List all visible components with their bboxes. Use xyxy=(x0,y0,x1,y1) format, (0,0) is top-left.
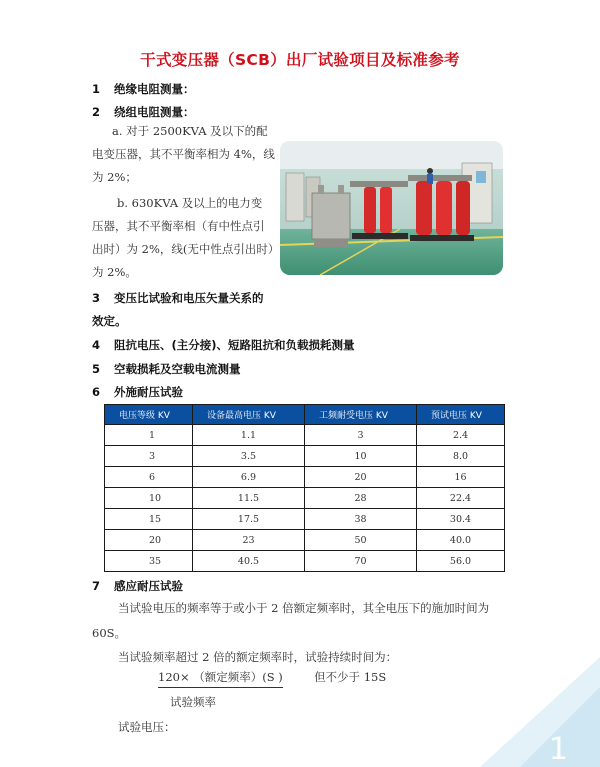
paragraph-3: 试验电压： xyxy=(118,720,176,734)
withstand-voltage-table xyxy=(104,404,505,572)
table-cell: 20 xyxy=(304,467,416,488)
section-number: 7 xyxy=(92,579,101,593)
table-cell: 1 xyxy=(105,425,193,446)
section-3-heading-cont: 效定。 xyxy=(92,314,127,328)
corner-decoration xyxy=(470,657,600,767)
table-cell: 8.0 xyxy=(416,446,504,467)
table-cell: 15 xyxy=(105,509,193,530)
section-3-heading xyxy=(92,290,264,306)
table-header-cell: 预试电压 KV xyxy=(416,405,504,425)
table-cell: 17.5 xyxy=(192,509,304,530)
table-header-row xyxy=(105,405,505,425)
section-label: 绕组电阻测量： xyxy=(114,105,195,119)
item-b-line-3: 出时）为 2%，线(无中性点引出时） xyxy=(92,242,280,256)
table-cell: 2.4 xyxy=(416,425,504,446)
item-a-line-2: 电变压器，其不平衡率相为 4%，线 xyxy=(92,147,275,161)
table-cell: 6 xyxy=(105,467,193,488)
section-label: 绝缘电阻测量： xyxy=(114,82,195,96)
section-5-heading xyxy=(92,361,241,377)
table-header-cell: 工频耐受电压 KV xyxy=(304,405,416,425)
table-cell: 3 xyxy=(304,425,416,446)
transformer-photo xyxy=(280,141,503,275)
section-label: 外施耐压试验 xyxy=(114,385,184,399)
section-number: 4 xyxy=(92,338,101,352)
section-number: 1 xyxy=(92,82,101,96)
table-cell: 35 xyxy=(105,551,193,572)
table-cell: 3.5 xyxy=(192,446,304,467)
table-cell: 70 xyxy=(304,551,416,572)
table-row xyxy=(105,425,505,446)
duration-formula xyxy=(158,669,386,688)
item-a-line-1: a. 对于 2500KVA 及以下的配 xyxy=(112,124,268,138)
table-row xyxy=(105,530,505,551)
paragraph-2: 当试验频率超过 2 倍的额定频率时，试验持续时间为： xyxy=(118,650,398,664)
item-b-line-2: 压器，其不平衡率相（有中性点引 xyxy=(92,219,265,233)
section-number: 2 xyxy=(92,105,101,119)
table-header-cell: 设备最高电压 KV xyxy=(192,405,304,425)
section-2-heading xyxy=(92,104,195,120)
item-b-line-4: 为 2%。 xyxy=(92,265,137,279)
item-b-line-1: b. 630KVA 及以上的电力变 xyxy=(117,196,263,210)
table-cell: 1.1 xyxy=(192,425,304,446)
table-cell: 23 xyxy=(192,530,304,551)
table-row xyxy=(105,467,505,488)
section-label: 感应耐压试验 xyxy=(114,579,184,593)
table-cell: 10 xyxy=(105,488,193,509)
item-a-line-3: 为 2%； xyxy=(92,170,137,184)
table-cell: 20 xyxy=(105,530,193,551)
table-header-cell: 电压等级 KV xyxy=(105,405,193,425)
section-number: 6 xyxy=(92,385,101,399)
table-cell: 22.4 xyxy=(416,488,504,509)
table-cell: 40.0 xyxy=(416,530,504,551)
page-title: 干式变压器（SCB）出厂试验项目及标准参考 xyxy=(140,51,460,69)
table-cell: 16 xyxy=(416,467,504,488)
table-cell: 40.5 xyxy=(192,551,304,572)
section-number: 3 xyxy=(92,291,101,305)
table-cell: 6.9 xyxy=(192,467,304,488)
table-row xyxy=(105,488,505,509)
section-7-heading xyxy=(92,578,183,594)
formula-denominator: 试验频率 xyxy=(170,695,216,709)
table-cell: 56.0 xyxy=(416,551,504,572)
table-cell: 50 xyxy=(304,530,416,551)
section-number: 5 xyxy=(92,362,101,376)
table-row xyxy=(105,446,505,467)
section-label: 变压比试验和电压矢量关系的 xyxy=(114,291,264,305)
section-6-heading xyxy=(92,384,183,400)
factory-floor-illustration xyxy=(280,141,503,275)
section-label: 阻抗电压、(主分接)、短路阻抗和负载损耗测量 xyxy=(114,338,355,352)
table-cell: 11.5 xyxy=(192,488,304,509)
paragraph-1-line-2: 60S。 xyxy=(92,626,127,640)
formula-numerator: 120× （额定频率）(S ) xyxy=(158,669,283,688)
table-row xyxy=(105,509,505,530)
page-number: 1 xyxy=(548,732,568,767)
table-cell: 38 xyxy=(304,509,416,530)
table-row xyxy=(105,551,505,572)
table-cell: 10 xyxy=(304,446,416,467)
paragraph-1-line-1: 当试验电压的频率等于或小于 2 倍额定频率时，其全电压下的施加时间为 xyxy=(118,601,490,615)
table-cell: 30.4 xyxy=(416,509,504,530)
formula-condition: 但不少于 15S xyxy=(314,670,387,684)
section-1-heading xyxy=(92,81,195,97)
section-label: 空载损耗及空载电流测量 xyxy=(114,362,241,376)
table-cell: 28 xyxy=(304,488,416,509)
section-4-heading xyxy=(92,337,355,353)
table-cell: 3 xyxy=(105,446,193,467)
